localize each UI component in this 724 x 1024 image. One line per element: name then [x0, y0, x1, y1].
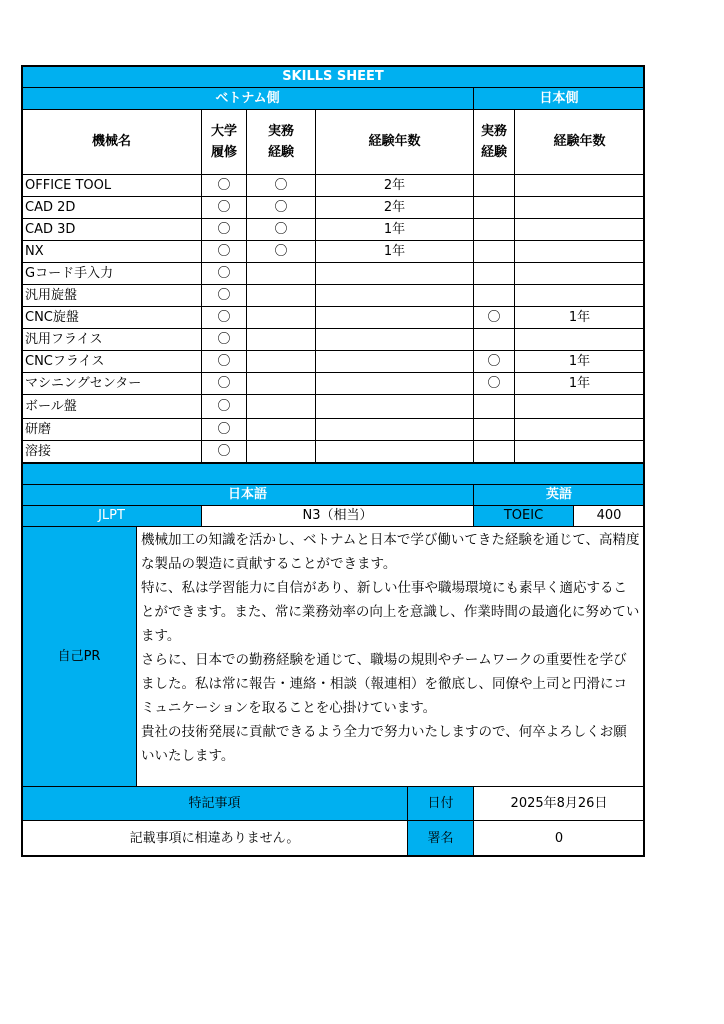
self-pr-paragraph-1: 機械加工の知識を活かし、ベトナムと日本で学び働いてきた経験を通じて、高精度な製品の製造に貢献することができます。: [141, 532, 640, 572]
cell-jp-years: [514, 262, 645, 285]
cell-jp-practice: [473, 418, 515, 441]
cell-years: [315, 284, 474, 307]
self-pr-text: [136, 526, 645, 787]
self-pr-label: 自己PR: [21, 526, 137, 787]
cell-machine-name: 溶接: [21, 440, 202, 463]
cell-university: 〇: [201, 350, 247, 373]
toeic-label: TOEIC: [473, 505, 574, 527]
column-header-university-line2: 履修: [210, 144, 237, 160]
cell-jp-years: [514, 440, 645, 463]
cell-jp-practice: [473, 394, 515, 419]
cell-university: 〇: [201, 372, 247, 395]
cell-practice: 〇: [246, 174, 316, 197]
cell-practice: [246, 394, 316, 419]
cell-years: [315, 440, 474, 463]
self-pr-paragraph-3: さらに、日本での勤務経験を通じて、職場の規則やチームワークの重要性を学びました。私は常に報告・連絡・相談（報連相）を徹底し、同僚や上司と円滑にコミュニケーションを取ることを心掛けています。: [141, 652, 627, 716]
column-header-practice: [246, 109, 316, 175]
cell-jp-practice: 〇: [473, 306, 515, 329]
jlpt-label: JLPT: [21, 505, 202, 527]
cell-jp-practice: [473, 284, 515, 307]
cell-years: 1年: [315, 240, 474, 263]
cell-practice: [246, 328, 316, 351]
column-header-practice-line2: 経験: [267, 144, 294, 160]
cell-years: 2年: [315, 174, 474, 197]
cell-jp-years: [514, 328, 645, 351]
cell-machine-name: NX: [21, 240, 202, 263]
cell-university: 〇: [201, 394, 247, 419]
cell-years: [315, 262, 474, 285]
cell-machine-name: OFFICE TOOL: [21, 174, 202, 197]
signature-label: 署名: [407, 820, 474, 857]
cell-machine-name: マシニングセンター: [21, 372, 202, 395]
japan-section-header: 日本側: [473, 87, 645, 110]
cell-practice: 〇: [246, 196, 316, 219]
cell-university: 〇: [201, 440, 247, 463]
sheet-title: SKILLS SHEET: [21, 65, 645, 88]
cell-practice: [246, 284, 316, 307]
cell-practice: [246, 372, 316, 395]
cell-jp-practice: [473, 196, 515, 219]
cell-years: [315, 328, 474, 351]
column-header-practice-line1: 実務: [267, 123, 294, 139]
cell-university: 〇: [201, 328, 247, 351]
cell-practice: [246, 350, 316, 373]
cell-jp-practice: [473, 218, 515, 241]
cell-university: 〇: [201, 418, 247, 441]
cell-jp-years: 1年: [514, 372, 645, 395]
english-language-header: 英語: [473, 484, 645, 506]
skills-sheet: [21, 65, 645, 857]
signature-value: 0: [473, 820, 645, 857]
column-header-jp-practice-line2: 経験: [480, 144, 507, 160]
cell-machine-name: CAD 2D: [21, 196, 202, 219]
date-value: 2025年8月26日: [473, 786, 645, 821]
cell-jp-years: [514, 196, 645, 219]
cell-university: 〇: [201, 262, 247, 285]
notes-value: 記載事項に相違ありません。: [21, 820, 408, 857]
cell-jp-practice: [473, 174, 515, 197]
cell-jp-practice: [473, 328, 515, 351]
column-header-machine: 機械名: [21, 109, 202, 175]
cell-jp-years: 1年: [514, 306, 645, 329]
cell-practice: [246, 418, 316, 441]
cell-jp-practice: 〇: [473, 372, 515, 395]
column-header-university: [201, 109, 247, 175]
column-header-years: 経験年数: [315, 109, 474, 175]
cell-jp-years: [514, 240, 645, 263]
cell-jp-practice: [473, 240, 515, 263]
self-pr-paragraph-2: 特に、私は学習能力に自信があり、新しい仕事や職場環境にも素早く適応することができます。また、常に業務効率の向上を意識し、作業時間の最適化に努めています。: [141, 580, 640, 644]
cell-years: [315, 394, 474, 419]
cell-practice: 〇: [246, 240, 316, 263]
cell-jp-years: [514, 394, 645, 419]
cell-jp-years: [514, 418, 645, 441]
cell-jp-years: 1年: [514, 350, 645, 373]
cell-years: 1年: [315, 218, 474, 241]
column-header-jp-years: 経験年数: [514, 109, 645, 175]
cell-jp-practice: [473, 262, 515, 285]
cell-years: [315, 306, 474, 329]
cell-jp-practice: 〇: [473, 350, 515, 373]
cell-practice: [246, 440, 316, 463]
cell-practice: [246, 262, 316, 285]
cell-jp-years: [514, 174, 645, 197]
cell-machine-name: CNC旋盤: [21, 306, 202, 329]
cell-university: 〇: [201, 196, 247, 219]
column-header-university-line1: 大学: [210, 123, 237, 139]
cell-jp-practice: [473, 440, 515, 463]
toeic-value: 400: [573, 505, 645, 527]
jlpt-value: N3（相当）: [201, 505, 474, 527]
cell-years: [315, 418, 474, 441]
column-header-jp-practice: [473, 109, 515, 175]
cell-practice: 〇: [246, 218, 316, 241]
cell-university: 〇: [201, 240, 247, 263]
cell-jp-years: [514, 218, 645, 241]
section-spacer: [21, 463, 645, 485]
cell-machine-name: 研磨: [21, 418, 202, 441]
date-label: 日付: [407, 786, 474, 821]
cell-university: 〇: [201, 174, 247, 197]
cell-jp-years: [514, 284, 645, 307]
cell-practice: [246, 306, 316, 329]
self-pr-paragraph-4: 貴社の技術発展に貢献できるよう全力で努力いたしますので、何卒よろしくお願いいたします。: [141, 724, 627, 764]
cell-university: 〇: [201, 284, 247, 307]
cell-university: 〇: [201, 218, 247, 241]
cell-machine-name: Gコード手入力: [21, 262, 202, 285]
cell-university: 〇: [201, 306, 247, 329]
cell-machine-name: CNCフライス: [21, 350, 202, 373]
notes-label: 特記事項: [21, 786, 408, 821]
cell-machine-name: 汎用旋盤: [21, 284, 202, 307]
cell-machine-name: ボール盤: [21, 394, 202, 419]
cell-years: 2年: [315, 196, 474, 219]
cell-machine-name: CAD 3D: [21, 218, 202, 241]
vietnam-section-header: ベトナム側: [21, 87, 474, 110]
japanese-language-header: 日本語: [21, 484, 474, 506]
cell-years: [315, 372, 474, 395]
cell-years: [315, 350, 474, 373]
column-header-jp-practice-line1: 実務: [480, 123, 507, 139]
cell-machine-name: 汎用フライス: [21, 328, 202, 351]
